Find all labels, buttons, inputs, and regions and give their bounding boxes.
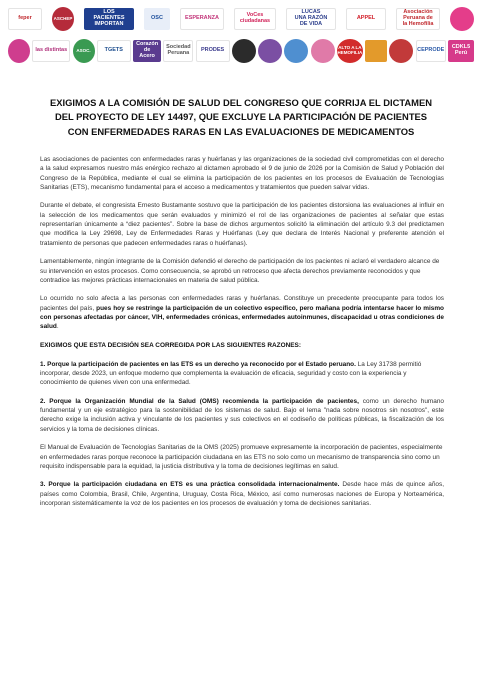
- paragraph-reason-2: [40, 397, 444, 434]
- ceprode-logo: CEPRODE: [416, 40, 446, 62]
- title-line-3: CON ENFERMEDADES RARAS EN LAS EVALUACIONES DE MEDICAMENTOS: [67, 125, 415, 137]
- cdkl5-peru-logo: CDKL5 Perú: [448, 40, 474, 62]
- paragraph-reason-3: [40, 480, 444, 508]
- document-title: [40, 96, 442, 139]
- demand-heading: EXIGIMOS QUE ESTA DECISIÓN SEA CORREGIDA POR LAS SIGUIENTES RAZONES:: [40, 341, 301, 349]
- blue-round-logo-logo: [284, 39, 308, 63]
- appel-logo: APPEL: [346, 8, 386, 30]
- esperanza-logo: ESPERANZA: [180, 8, 224, 30]
- feper-logo: feper: [8, 8, 42, 30]
- paragraph-demand-heading: [40, 341, 444, 350]
- green-association-logo: ASOC.: [73, 39, 95, 63]
- precedent-emphasis: pues hoy se restringe la participación de un colectivo específico, pero mañana podría intentarse hacer lo mismo con personas afectadas por cáncer, VIH, enfermedades crónicas, enfermedades autoinmunes, discapacidad u otras condiciones de salud: [40, 304, 444, 331]
- pink-round-logo-logo: [311, 39, 335, 63]
- colorful-logo-logo: [365, 40, 387, 62]
- paragraph-commission: Lamentablemente, ningún integrante de la Comisión defendió el derecho de participación de los pacientes ni aclaró el verdadero alcance de su intervención en estos procesos. Como consecuencia, se aprobó un retroceso que afecta derechos previamente reconocidos y que contradice las mejores prácticas internacionales en materia de salud pública.: [40, 258, 440, 284]
- reason-2-text: como un derecho humano fundamental y un eje estratégico para la sostenibilidad de los sistemas de salud. Bajo el lema "nada sobre nosotros sin nosotros", este derecho exige la inclusión activa y vinculante de los pacientes y sus colectivos en el codiseño de políticas públicas, la fiscalización de los servicios y la toma de decisiones clínicas.: [40, 397, 444, 433]
- las-distintas-logo: las distintas: [32, 40, 70, 62]
- paragraph-reason-1: [40, 360, 444, 388]
- document-body: [40, 155, 444, 518]
- logo-row-bottom: [8, 38, 474, 64]
- precedent-end: .: [56, 323, 59, 331]
- paragraph-precedent: [40, 294, 444, 331]
- red-white-logo-logo: [389, 39, 413, 63]
- ribbon-logo-logo: [450, 7, 474, 31]
- title-line-2: DEL PROYECTO DE LEY 14497, QUE EXCLUYE LA PARTICIPACIÓN DE PACIENTES: [54, 111, 428, 123]
- title-line-1: EXIGIMOS A LA COMISIÓN DE SALUD DEL CONGRESO QUE CORRIJA EL DICTAMEN: [50, 97, 432, 108]
- asociacion-hemofilia-logo: Asociación Peruana de la Hemofilia: [396, 8, 440, 30]
- purple-round-logo-logo: [258, 39, 282, 63]
- voces-ciudadanas-logo: VoCes ciudadanas: [234, 8, 276, 30]
- paragraph-debate: Durante el debate, el congresista Ernesto Bustamante sostuvo que la participación de los pacientes distorsiona las evaluaciones al influir en la selección de los medicamentos que serán evaluados y minimizó el rol de las organizaciones de pacientes al señalar que estas representarían únicamente a “diez pacientes”. Sobre la base de dichos argumentos solicitó la eliminación del artículo 9.3 del predictamen que modifica la Ley 29698, Ley de Enfermedades Raras y Huérfanas (Ley que declara de Interés Nacional y preferente atención el tratamiento de personas que padecen enfermedades raras o huérfanas).: [40, 202, 444, 247]
- reason-1-heading: 1. Porque la participación de pacientes en las ETS es un derecho ya reconocido por el Estado peruano.: [40, 360, 356, 368]
- paragraph-who-manual: El Manual de Evaluación de Tecnologías Sanitarias de la OMS (2025) promueve expresamente la incorporación de pacientes, especialmente en enfermedades raras porque reconoce la participación ciudadana en las ETS no solo como un mecanismo de transparencia sino como un requisito indispensable para la equidad, la justicia distributiva y la toma de decisiones legítimas en salud.: [40, 444, 443, 470]
- tgets-logo: TGETS: [97, 40, 131, 62]
- aschep-logo: ASCHEP: [52, 7, 74, 31]
- reason-1-text: La Ley 31738 permitió incorporar, desde 2023, un enfoque moderno que complementa la evaluación de eficacia, seguridad y costo con la experiencia y conocimiento de quienes viven con una enfermedad.: [40, 360, 422, 387]
- prodes-logo: PRODES: [196, 40, 230, 62]
- paragraph-intro: Las asociaciones de pacientes con enfermedades raras y huérfanas y las organizaciones de la sociedad civil comprometidas con el derecho a la salud expresamos nuestro más enérgico rechazo al dictamen aprobado el 9 de junio de 2026 por la Comisión de Salud y Población del Congreso de la República, mediante el cual se elimina la participación de los pacientes en los procesos de Evaluación de Tecnologías Sanitarias (ETS), mecanismo fundamental para el acceso a medicamentos y tratamientos que pueden salvar vidas.: [40, 156, 444, 191]
- corazon-de-acero-logo: Corazón de Acero: [133, 40, 161, 62]
- pink-logo-logo: [8, 39, 30, 63]
- reason-2-heading: 2. Porque la Organización Mundial de la Salud (OMS) recomienda la participación de pacientes,: [40, 397, 359, 405]
- alto-a-la-hemofilia-logo: ALTO A LA HEMOFILIA: [337, 39, 363, 63]
- los-pacientes-importan-logo: LOS PACIENTES IMPORTAN: [84, 8, 134, 30]
- precedent-text: Lo ocurrido no solo afecta a las personas con enfermedades raras y huérfanas. Constituye un precedente preocupante para todos los pacientes del país,: [40, 295, 444, 312]
- osc-logo: OSC: [144, 8, 170, 30]
- reason-3-heading: 3. Porque la participación ciudadana en ETS es una práctica consolidada internacionalmente.: [40, 481, 340, 489]
- sociedad-peruana-logo: Sociedad Peruana: [163, 40, 193, 62]
- logo-row-top: [8, 6, 474, 32]
- lucas-una-razon-de-vida-logo: LUCAS UNA RAZÓN DE VIDA: [286, 8, 336, 30]
- dark-round-logo-logo: [232, 39, 256, 63]
- logo-banner: [8, 6, 474, 70]
- reason-3-text: Desde hace más de quince años, países como Colombia, Brasil, Chile, Argentina, Uruguay, Costa Rica, México, así como numerosas naciones de Europa y Norteamérica, incorporan sistemáticamente la voz de los pacientes en los procesos de evaluación y toma de decisiones sanitarias.: [40, 481, 444, 507]
